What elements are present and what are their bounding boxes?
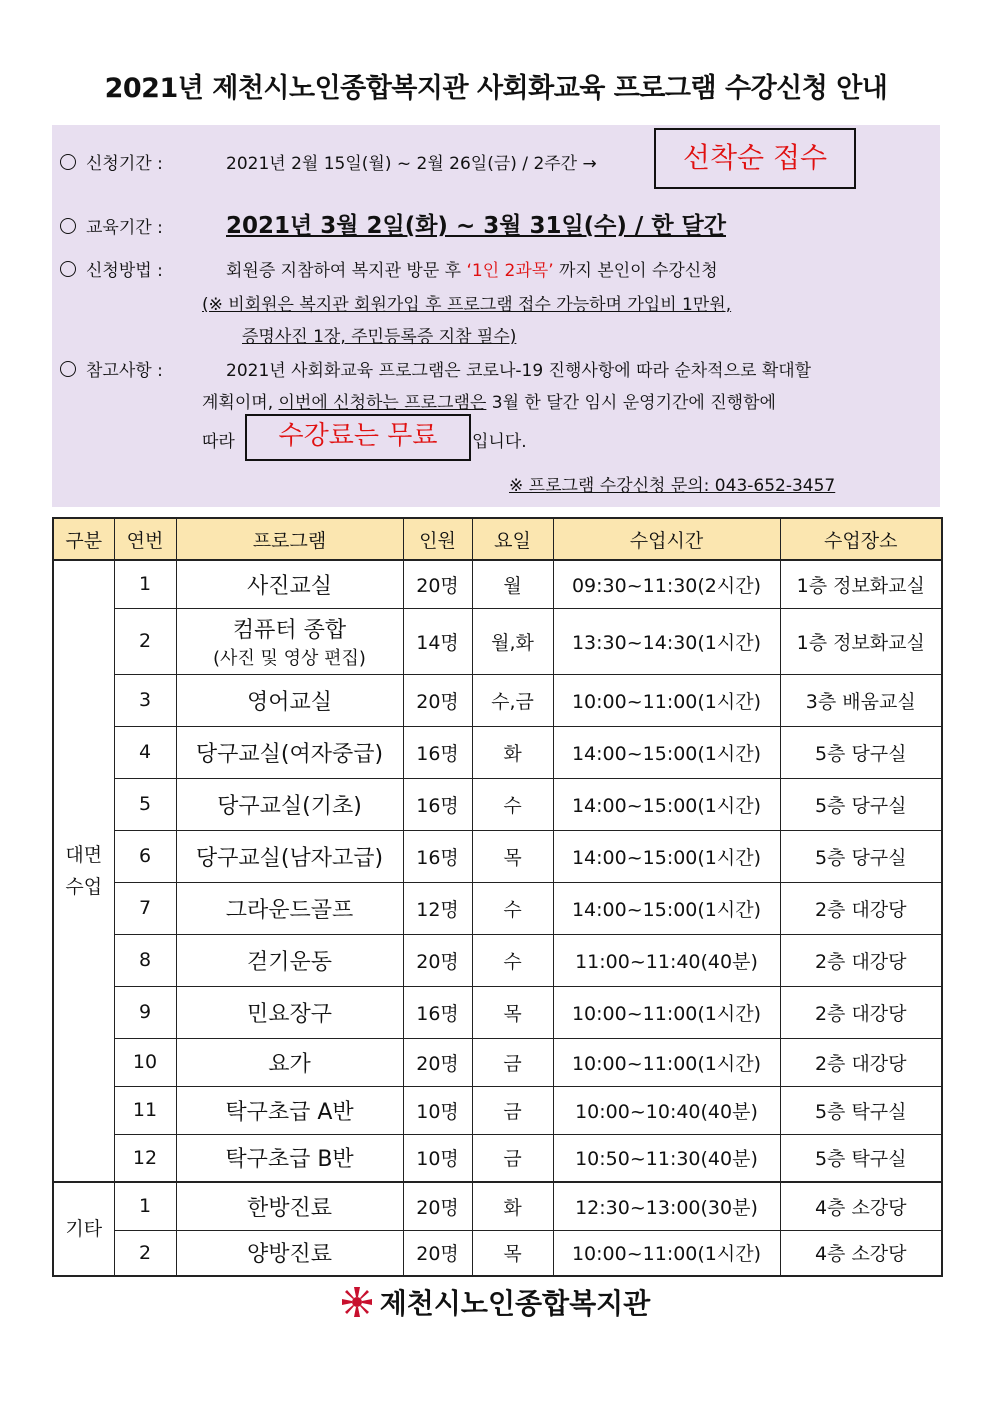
program-table xyxy=(52,517,943,1277)
program-title: 양방진료 xyxy=(246,1242,332,1268)
day: 목 xyxy=(472,1230,553,1276)
row-no: 8 xyxy=(114,934,176,986)
first-come-badge: 선착순 접수 xyxy=(654,128,856,189)
class-place: 2층 대강당 xyxy=(780,882,942,934)
row-no: 4 xyxy=(114,726,176,778)
group-cell: 기타 xyxy=(53,1182,114,1276)
class-place: 2층 대강당 xyxy=(780,986,942,1038)
free-tuition-badge: 수강료는 무료 xyxy=(245,414,471,461)
class-place: 5층 탁구실 xyxy=(780,1134,942,1182)
program-name xyxy=(176,1038,403,1086)
program-title: 요가 xyxy=(268,1051,311,1077)
org-name: 제천시노인종합복지관 xyxy=(379,1287,651,1320)
program-name xyxy=(176,560,403,608)
program-name xyxy=(176,1134,403,1182)
program-name xyxy=(176,726,403,778)
class-place: 3층 배움교실 xyxy=(780,674,942,726)
row-no: 6 xyxy=(114,830,176,882)
cross-icon xyxy=(342,1287,372,1317)
class-time: 14:00~15:00(1시간) xyxy=(553,778,780,830)
row-no: 1 xyxy=(114,560,176,608)
program-title: 당구교실(기초) xyxy=(217,793,362,819)
header-program: 프로그램 xyxy=(176,518,403,560)
row-no: 2 xyxy=(114,1230,176,1276)
program-name xyxy=(176,1182,403,1230)
class-place: 4층 소강당 xyxy=(780,1230,942,1276)
program-title: 한방진료 xyxy=(246,1195,332,1221)
circle-bullet-icon xyxy=(60,261,76,277)
class-place: 5층 당구실 xyxy=(780,726,942,778)
page-title: 2021년 제천시노인종합복지관 사회화교육 프로그램 수강신청 안내 xyxy=(104,73,888,104)
program-name xyxy=(176,882,403,934)
program-name xyxy=(176,608,403,674)
class-time: 14:00~15:00(1시간) xyxy=(553,882,780,934)
header-time: 수업시간 xyxy=(553,518,780,560)
row-no: 10 xyxy=(114,1038,176,1086)
table-row xyxy=(53,560,942,608)
row-no: 7 xyxy=(114,882,176,934)
program-name xyxy=(176,778,403,830)
class-time: 13:30~14:30(1시간) xyxy=(553,608,780,674)
program-title: 민요장구 xyxy=(246,1001,332,1027)
class-place: 2층 대강당 xyxy=(780,934,942,986)
class-place: 5층 당구실 xyxy=(780,778,942,830)
class-time: 14:00~15:00(1시간) xyxy=(553,830,780,882)
class-time: 11:00~11:40(40분) xyxy=(553,934,780,986)
program-subtitle: (사진 및 영상 편집) xyxy=(213,647,366,669)
table-row xyxy=(53,1182,942,1230)
reference-line-3b: 입니다. xyxy=(472,432,527,452)
class-place: 5층 당구실 xyxy=(780,830,942,882)
table-row xyxy=(53,882,942,934)
day: 수 xyxy=(472,882,553,934)
nonmember-note-2: 증명사진 1장, 주민등록증 지참 필수) xyxy=(242,327,517,347)
capacity: 20명 xyxy=(403,934,472,986)
capacity: 20명 xyxy=(403,1038,472,1086)
table-row xyxy=(53,1086,942,1134)
row-no: 3 xyxy=(114,674,176,726)
org-logo xyxy=(0,1282,992,1322)
class-place: 5층 탁구실 xyxy=(780,1086,942,1134)
table-row xyxy=(53,778,942,830)
program-title: 컴퓨터 종합 xyxy=(232,617,347,643)
header-day: 요일 xyxy=(472,518,553,560)
day: 금 xyxy=(472,1086,553,1134)
day: 수,금 xyxy=(472,674,553,726)
table-row xyxy=(53,830,942,882)
header-group: 구분 xyxy=(53,518,114,560)
edu-period: 교육기간 : 2021년 3월 2일(화) ~ 3월 31일(수) / 한 달간 xyxy=(60,207,726,240)
apply-method: 신청방법 : 회원증 지참하여 복지관 방문 후 ‘1인 2과목’ 까지 본인이 수강신청 xyxy=(60,256,718,281)
reference-line-2: 계획이며, 이번에 신청하는 프로그램은 3월 한 달간 임시 운영기간에 진행함에 xyxy=(202,393,776,413)
nonmember-note-1: (※ 비회원은 복지관 회원가입 후 프로그램 접수 가능하며 가입비 1만원, xyxy=(202,295,732,315)
capacity: 20명 xyxy=(403,560,472,608)
day: 목 xyxy=(472,830,553,882)
program-name xyxy=(176,934,403,986)
program-name xyxy=(176,1086,403,1134)
program-name xyxy=(176,830,403,882)
circle-bullet-icon xyxy=(60,361,76,377)
program-title: 당구교실(남자고급) xyxy=(195,845,384,871)
day: 목 xyxy=(472,986,553,1038)
program-title: 당구교실(여자중급) xyxy=(195,741,384,767)
program-name xyxy=(176,986,403,1038)
contact-info: ※ 프로그램 수강신청 문의: 043-652-3457 xyxy=(509,476,836,496)
class-time: 10:00~11:00(1시간) xyxy=(553,1230,780,1276)
table-row xyxy=(53,986,942,1038)
capacity: 10명 xyxy=(403,1086,472,1134)
row-no: 2 xyxy=(114,608,176,674)
header-place: 수업장소 xyxy=(780,518,942,560)
capacity: 16명 xyxy=(403,778,472,830)
class-place: 1층 정보화교실 xyxy=(780,560,942,608)
program-name xyxy=(176,1230,403,1276)
class-time: 10:00~11:00(1시간) xyxy=(553,674,780,726)
circle-bullet-icon xyxy=(60,154,76,170)
capacity: 16명 xyxy=(403,986,472,1038)
table-row xyxy=(53,1230,942,1276)
program-title: 영어교실 xyxy=(246,689,332,715)
table-header xyxy=(53,518,942,560)
program-title: 그라운드골프 xyxy=(225,897,354,923)
group-cell: 대면 수업 xyxy=(53,560,114,1182)
capacity: 20명 xyxy=(403,1182,472,1230)
program-title: 탁구초급 B반 xyxy=(225,1147,354,1173)
capacity: 20명 xyxy=(403,674,472,726)
apply-period: 신청기간 : 2021년 2월 15일(월) ~ 2월 26일(금) / 2주간 → xyxy=(60,149,597,174)
table-row xyxy=(53,674,942,726)
class-time: 12:30~13:00(30분) xyxy=(553,1182,780,1230)
table-row xyxy=(53,934,942,986)
class-time: 10:00~11:00(1시간) xyxy=(553,1038,780,1086)
class-place: 1층 정보화교실 xyxy=(780,608,942,674)
program-title: 탁구초급 A반 xyxy=(225,1099,354,1125)
day: 월,화 xyxy=(472,608,553,674)
class-time: 10:00~11:00(1시간) xyxy=(553,986,780,1038)
program-title: 사진교실 xyxy=(246,573,332,599)
row-no: 9 xyxy=(114,986,176,1038)
row-no: 11 xyxy=(114,1086,176,1134)
capacity: 14명 xyxy=(403,608,472,674)
header-no: 연번 xyxy=(114,518,176,560)
class-time: 10:00~10:40(40분) xyxy=(553,1086,780,1134)
day: 금 xyxy=(472,1038,553,1086)
day: 화 xyxy=(472,1182,553,1230)
program-title: 걷기운동 xyxy=(246,949,332,975)
reference-line-3a: 따라 xyxy=(202,432,235,452)
capacity: 16명 xyxy=(403,830,472,882)
day: 월 xyxy=(472,560,553,608)
row-no: 12 xyxy=(114,1134,176,1182)
table-row xyxy=(53,1038,942,1086)
day: 금 xyxy=(472,1134,553,1182)
day: 수 xyxy=(472,778,553,830)
class-place: 4층 소강당 xyxy=(780,1182,942,1230)
capacity: 12명 xyxy=(403,882,472,934)
day: 화 xyxy=(472,726,553,778)
capacity: 20명 xyxy=(403,1230,472,1276)
circle-bullet-icon xyxy=(60,218,76,234)
class-time: 09:30~11:30(2시간) xyxy=(553,560,780,608)
header-capacity: 인원 xyxy=(403,518,472,560)
class-place: 2층 대강당 xyxy=(780,1038,942,1086)
table-row xyxy=(53,1134,942,1182)
info-box xyxy=(52,125,940,507)
capacity: 16명 xyxy=(403,726,472,778)
reference: 참고사항 : 2021년 사회화교육 프로그램은 코로나-19 진행사항에 따라 순차적으로 확대할 xyxy=(60,356,811,381)
row-no: 5 xyxy=(114,778,176,830)
class-time: 10:50~11:30(40분) xyxy=(553,1134,780,1182)
table-row xyxy=(53,726,942,778)
class-time: 14:00~15:00(1시간) xyxy=(553,726,780,778)
row-no: 1 xyxy=(114,1182,176,1230)
program-name xyxy=(176,674,403,726)
day: 수 xyxy=(472,934,553,986)
capacity: 10명 xyxy=(403,1134,472,1182)
table-row xyxy=(53,608,942,674)
